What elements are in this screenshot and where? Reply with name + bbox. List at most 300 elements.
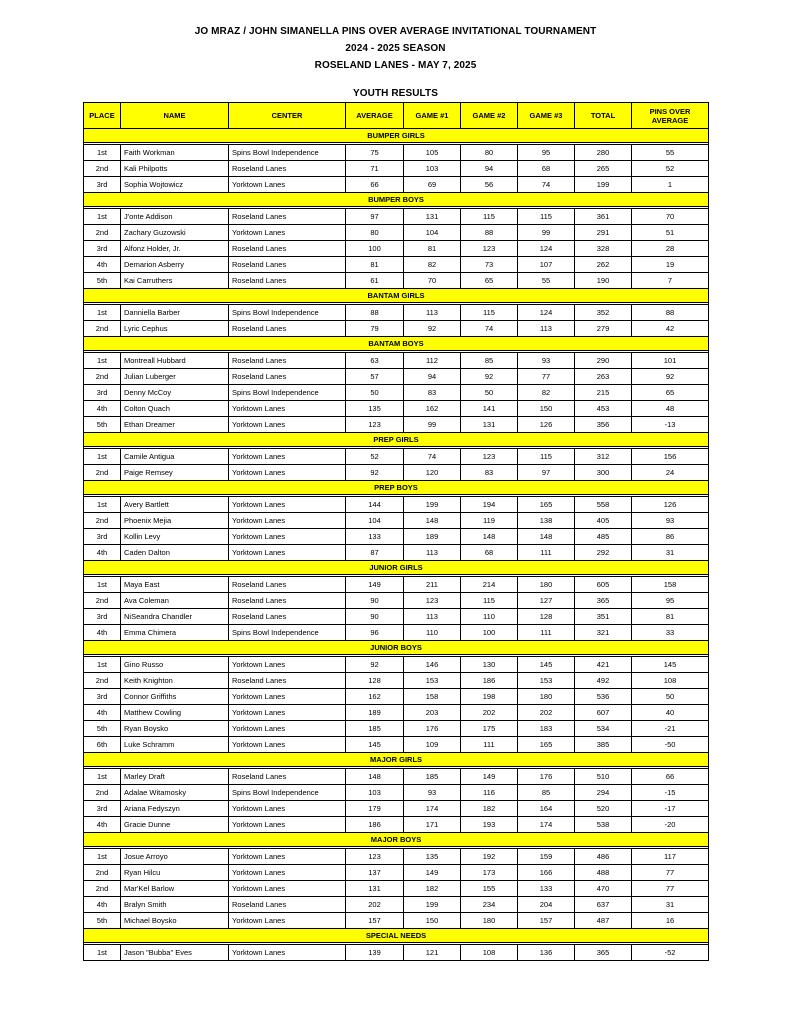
cell-name: Demarion Asberry [121,257,229,273]
cell-pins-over-average: -20 [632,817,709,833]
cell-game2: 198 [461,689,518,705]
cell-place: 4th [84,401,121,417]
cell-game1: 92 [404,321,461,337]
section-header-row [84,833,709,847]
cell-place: 5th [84,913,121,929]
cell-pins-over-average: 16 [632,913,709,929]
cell-game3: 68 [518,161,575,177]
cell-center: Yorktown Lanes [229,417,346,433]
cell-game3: 145 [518,657,575,673]
cell-game1: 171 [404,817,461,833]
cell-pins-over-average: 86 [632,529,709,545]
cell-game2: 131 [461,417,518,433]
cell-game3: 165 [518,497,575,513]
cell-place: 4th [84,817,121,833]
cell-name: Kali Philpotts [121,161,229,177]
cell-pins-over-average: 7 [632,273,709,289]
cell-pins-over-average: 66 [632,769,709,785]
table-row [84,865,709,881]
cell-average: 148 [346,769,404,785]
cell-total: 421 [575,657,632,673]
table-row [84,369,709,385]
cell-game1: 113 [404,545,461,561]
cell-game1: 94 [404,369,461,385]
cell-total: 487 [575,913,632,929]
cell-game2: 83 [461,465,518,481]
cell-average: 63 [346,353,404,369]
cell-name: Ethan Dreamer [121,417,229,433]
cell-average: 149 [346,577,404,593]
section-header-row [84,481,709,495]
cell-name: Colton Quach [121,401,229,417]
cell-name: Julian Luberger [121,369,229,385]
cell-name: Mar'Kel Barlow [121,881,229,897]
cell-game3: 176 [518,769,575,785]
cell-place: 2nd [84,321,121,337]
cell-game3: 111 [518,545,575,561]
cell-place: 1st [84,209,121,225]
cell-game3: 180 [518,577,575,593]
cell-center: Yorktown Lanes [229,721,346,737]
cell-total: 536 [575,689,632,705]
report-title: JO MRAZ / JOHN SIMANELLA PINS OVER AVERAGE INVITATIONAL TOURNAMENT [194,26,597,37]
cell-game1: 99 [404,417,461,433]
cell-place: 1st [84,353,121,369]
cell-game1: 74 [404,449,461,465]
cell-total: 365 [575,593,632,609]
cell-average: 135 [346,401,404,417]
cell-total: 291 [575,225,632,241]
table-row [84,401,709,417]
cell-center: Roseland Lanes [229,593,346,609]
table-row [84,241,709,257]
cell-pins-over-average: -13 [632,417,709,433]
cell-center: Yorktown Lanes [229,513,346,529]
cell-place: 1st [84,497,121,513]
table-row [84,705,709,721]
cell-average: 79 [346,321,404,337]
cell-total: 352 [575,305,632,321]
cell-game3: 153 [518,673,575,689]
cell-average: 179 [346,801,404,817]
table-row [84,385,709,401]
cell-total: 351 [575,609,632,625]
cell-place: 3rd [84,385,121,401]
cell-game2: 119 [461,513,518,529]
cell-total: 510 [575,769,632,785]
cell-pins-over-average: 77 [632,865,709,881]
cell-center: Yorktown Lanes [229,817,346,833]
cell-average: 57 [346,369,404,385]
cell-center: Yorktown Lanes [229,881,346,897]
cell-average: 80 [346,225,404,241]
cell-name: Gino Russo [121,657,229,673]
cell-name: Ariana Fedyszyn [121,801,229,817]
cell-game2: 234 [461,897,518,913]
cell-center: Roseland Lanes [229,209,346,225]
cell-game1: 189 [404,529,461,545]
cell-average: 97 [346,209,404,225]
cell-game2: 194 [461,497,518,513]
cell-game2: 141 [461,401,518,417]
table-row [84,465,709,481]
cell-name: Lyric Cephus [121,321,229,337]
cell-name: Faith Workman [121,145,229,161]
cell-pins-over-average: 55 [632,145,709,161]
cell-game1: 211 [404,577,461,593]
cell-game2: 80 [461,145,518,161]
cell-game2: 88 [461,225,518,241]
table-row [84,305,709,321]
table-row [84,945,709,961]
cell-name: Matthew Cowling [121,705,229,721]
cell-center: Roseland Lanes [229,321,346,337]
cell-total: 262 [575,257,632,273]
section-header-row [84,929,709,943]
cell-average: 103 [346,785,404,801]
cell-game2: 123 [461,449,518,465]
cell-pins-over-average: 31 [632,897,709,913]
cell-total: 361 [575,209,632,225]
cell-total: 215 [575,385,632,401]
cell-place: 1st [84,945,121,961]
table-row [84,593,709,609]
cell-center: Spins Bowl Independence [229,625,346,641]
table-row [84,673,709,689]
cell-game3: 138 [518,513,575,529]
cell-game3: 82 [518,385,575,401]
table-row [84,737,709,753]
cell-pins-over-average: -17 [632,801,709,817]
cell-center: Yorktown Lanes [229,737,346,753]
cell-game1: 69 [404,177,461,193]
cell-pins-over-average: 24 [632,465,709,481]
cell-total: 605 [575,577,632,593]
cell-place: 1st [84,305,121,321]
cell-place: 1st [84,769,121,785]
cell-center: Yorktown Lanes [229,849,346,865]
cell-game3: 107 [518,257,575,273]
table-row [84,353,709,369]
cell-total: 279 [575,321,632,337]
col-header-place: PLACE [84,103,121,129]
section-title: MAJOR GIRLS [84,753,709,767]
cell-game1: 113 [404,609,461,625]
table-row [84,881,709,897]
cell-center: Roseland Lanes [229,273,346,289]
table-row [84,657,709,673]
section-header-row [84,289,709,303]
cell-game3: 74 [518,177,575,193]
cell-name: Keith Knighton [121,673,229,689]
section-title: BUMPER GIRLS [84,129,709,143]
cell-game3: 97 [518,465,575,481]
cell-game2: 202 [461,705,518,721]
cell-game3: 202 [518,705,575,721]
cell-game2: 130 [461,657,518,673]
cell-game3: 157 [518,913,575,929]
cell-center: Spins Bowl Independence [229,145,346,161]
cell-average: 144 [346,497,404,513]
cell-center: Roseland Lanes [229,369,346,385]
cell-game1: 123 [404,593,461,609]
cell-place: 4th [84,897,121,913]
cell-game1: 93 [404,785,461,801]
col-header-center: CENTER [229,103,346,129]
cell-pins-over-average: 50 [632,689,709,705]
cell-pins-over-average: 52 [632,161,709,177]
cell-game3: 124 [518,241,575,257]
cell-average: 81 [346,257,404,273]
section-header-row [84,433,709,447]
cell-place: 2nd [84,865,121,881]
cell-game3: 204 [518,897,575,913]
cell-name: Bralyn Smith [121,897,229,913]
cell-name: Josue Arroyo [121,849,229,865]
cell-total: 558 [575,497,632,513]
cell-place: 2nd [84,369,121,385]
cell-game3: 174 [518,817,575,833]
cell-total: 294 [575,785,632,801]
cell-place: 5th [84,721,121,737]
cell-total: 300 [575,465,632,481]
cell-place: 4th [84,625,121,641]
table-row [84,497,709,513]
cell-game3: 136 [518,945,575,961]
results-heading: YOUTH RESULTS [352,88,438,99]
cell-game2: 85 [461,353,518,369]
cell-game3: 126 [518,417,575,433]
cell-name: NiSeandra Chandler [121,609,229,625]
cell-center: Roseland Lanes [229,161,346,177]
cell-total: 405 [575,513,632,529]
cell-center: Roseland Lanes [229,897,346,913]
cell-center: Yorktown Lanes [229,449,346,465]
cell-game1: 70 [404,273,461,289]
cell-pins-over-average: -15 [632,785,709,801]
cell-game2: 116 [461,785,518,801]
cell-average: 92 [346,465,404,481]
section-title: JUNIOR BOYS [84,641,709,655]
cell-average: 96 [346,625,404,641]
table-row [84,801,709,817]
cell-total: 534 [575,721,632,737]
cell-game1: 182 [404,881,461,897]
cell-name: Caden Dalton [121,545,229,561]
cell-average: 90 [346,609,404,625]
cell-pins-over-average: 31 [632,545,709,561]
cell-pins-over-average: 117 [632,849,709,865]
cell-game3: 115 [518,449,575,465]
season-label: 2024 - 2025 SEASON [345,43,446,54]
cell-game2: 111 [461,737,518,753]
cell-pins-over-average: 158 [632,577,709,593]
cell-average: 186 [346,817,404,833]
table-row [84,721,709,737]
col-header-average: AVERAGE [346,103,404,129]
cell-average: 100 [346,241,404,257]
cell-game2: 50 [461,385,518,401]
cell-total: 486 [575,849,632,865]
table-row [84,513,709,529]
cell-place: 1st [84,145,121,161]
event-location-date: ROSELAND LANES - MAY 7, 2025 [314,60,477,71]
cell-name: Emma Chimera [121,625,229,641]
cell-place: 4th [84,257,121,273]
cell-total: 637 [575,897,632,913]
cell-game2: 100 [461,625,518,641]
cell-name: Phoenix Mejia [121,513,229,529]
cell-game3: 150 [518,401,575,417]
cell-name: Maya East [121,577,229,593]
cell-name: Avery Bartlett [121,497,229,513]
cell-name: Paige Remsey [121,465,229,481]
cell-center: Yorktown Lanes [229,657,346,673]
cell-place: 2nd [84,593,121,609]
cell-game3: 166 [518,865,575,881]
cell-pins-over-average: -52 [632,945,709,961]
col-header-pins-over-average: PINS OVER AVERAGE [632,103,709,129]
col-header-total: TOTAL [575,103,632,129]
cell-game1: 82 [404,257,461,273]
cell-center: Roseland Lanes [229,673,346,689]
cell-average: 145 [346,737,404,753]
table-row [84,545,709,561]
cell-game3: 183 [518,721,575,737]
cell-average: 162 [346,689,404,705]
section-header-row [84,129,709,143]
cell-total: 470 [575,881,632,897]
cell-total: 321 [575,625,632,641]
table-row [84,257,709,273]
cell-name: Ryan Hilcu [121,865,229,881]
cell-name: Marley Draft [121,769,229,785]
cell-game3: 95 [518,145,575,161]
cell-name: Sophia Wojtowicz [121,177,229,193]
cell-name: Luke Schramm [121,737,229,753]
section-title: MAJOR BOYS [84,833,709,847]
cell-pins-over-average: 28 [632,241,709,257]
section-title: PREP BOYS [84,481,709,495]
cell-place: 2nd [84,161,121,177]
cell-pins-over-average: 93 [632,513,709,529]
cell-name: Camile Antigua [121,449,229,465]
cell-pins-over-average: -21 [632,721,709,737]
cell-place: 5th [84,417,121,433]
cell-game3: 165 [518,737,575,753]
cell-average: 104 [346,513,404,529]
cell-average: 87 [346,545,404,561]
cell-game2: 192 [461,849,518,865]
cell-pins-over-average: 145 [632,657,709,673]
cell-name: Danniella Barber [121,305,229,321]
cell-game3: 113 [518,321,575,337]
cell-game2: 182 [461,801,518,817]
cell-place: 3rd [84,609,121,625]
table-row [84,225,709,241]
cell-game3: 124 [518,305,575,321]
cell-game1: 158 [404,689,461,705]
cell-name: Kollin Levy [121,529,229,545]
table-row [84,625,709,641]
cell-pins-over-average: 108 [632,673,709,689]
cell-game2: 56 [461,177,518,193]
results-table [83,102,709,961]
cell-place: 3rd [84,689,121,705]
cell-average: 157 [346,913,404,929]
cell-place: 1st [84,449,121,465]
cell-center: Roseland Lanes [229,769,346,785]
cell-game1: 109 [404,737,461,753]
cell-average: 189 [346,705,404,721]
cell-pins-over-average: 1 [632,177,709,193]
cell-average: 75 [346,145,404,161]
cell-center: Yorktown Lanes [229,529,346,545]
cell-game2: 65 [461,273,518,289]
cell-name: Ryan Boysko [121,721,229,737]
cell-total: 312 [575,449,632,465]
cell-total: 263 [575,369,632,385]
cell-total: 385 [575,737,632,753]
table-row [84,161,709,177]
cell-pins-over-average: 101 [632,353,709,369]
cell-game1: 131 [404,209,461,225]
cell-game3: 93 [518,353,575,369]
table-row [84,145,709,161]
cell-total: 607 [575,705,632,721]
section-header-row [84,641,709,655]
cell-center: Roseland Lanes [229,577,346,593]
cell-place: 5th [84,273,121,289]
cell-center: Roseland Lanes [229,257,346,273]
cell-center: Roseland Lanes [229,241,346,257]
cell-place: 3rd [84,177,121,193]
table-row [84,785,709,801]
cell-game1: 105 [404,145,461,161]
cell-average: 128 [346,673,404,689]
cell-name: Connor Griffiths [121,689,229,705]
cell-game3: 180 [518,689,575,705]
cell-game1: 103 [404,161,461,177]
section-header-row [84,753,709,767]
cell-place: 6th [84,737,121,753]
cell-game3: 99 [518,225,575,241]
table-row [84,449,709,465]
cell-place: 4th [84,545,121,561]
cell-total: 290 [575,353,632,369]
cell-center: Spins Bowl Independence [229,785,346,801]
cell-pins-over-average: 42 [632,321,709,337]
cell-game2: 186 [461,673,518,689]
cell-game2: 115 [461,593,518,609]
cell-game1: 149 [404,865,461,881]
cell-center: Yorktown Lanes [229,865,346,881]
cell-pins-over-average: 40 [632,705,709,721]
cell-game1: 148 [404,513,461,529]
cell-game1: 162 [404,401,461,417]
section-title: JUNIOR GIRLS [84,561,709,575]
cell-average: 123 [346,849,404,865]
table-row [84,769,709,785]
cell-average: 202 [346,897,404,913]
cell-name: Jason "Bubba" Eves [121,945,229,961]
section-title: SPECIAL NEEDS [84,929,709,943]
cell-game2: 214 [461,577,518,593]
cell-center: Yorktown Lanes [229,465,346,481]
cell-average: 131 [346,881,404,897]
cell-game3: 77 [518,369,575,385]
cell-pins-over-average: 65 [632,385,709,401]
